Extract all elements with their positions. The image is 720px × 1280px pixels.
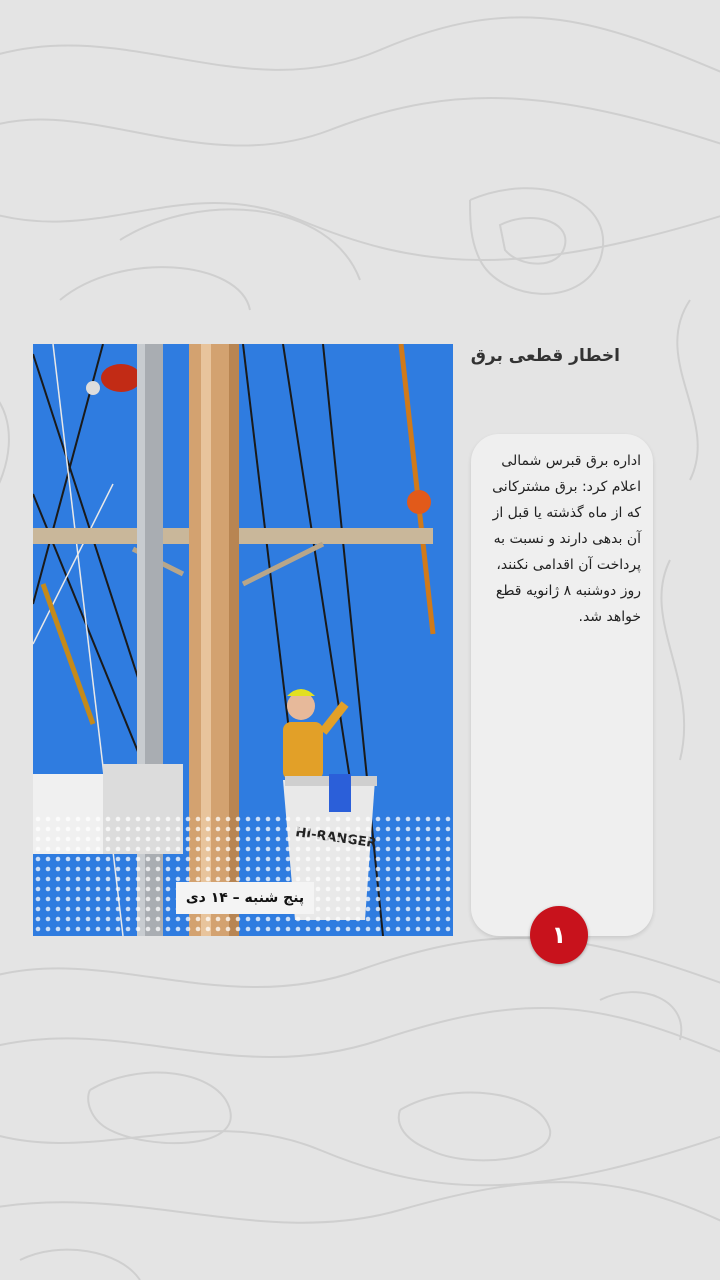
news-body-text: اداره برق قبرس شمالی اعلام کرد: برق مشترکانی که از ماه گذشته یا قبل از آن بدهی دارند و نسبت به پرداخت آن اقدامی نکنند، روز دوشنبه ۸ ژانویه قطع خواهد شد.: [492, 453, 641, 625]
page-number: ۱: [551, 921, 567, 949]
news-text-card: [471, 434, 653, 936]
headline: اخطار قطعی برق: [470, 346, 620, 366]
date-badge: [176, 882, 314, 914]
date-text: پنج شنبه – ۱۴ دی: [185, 890, 305, 906]
news-photo: [33, 344, 453, 936]
page-number-badge: [530, 906, 588, 964]
